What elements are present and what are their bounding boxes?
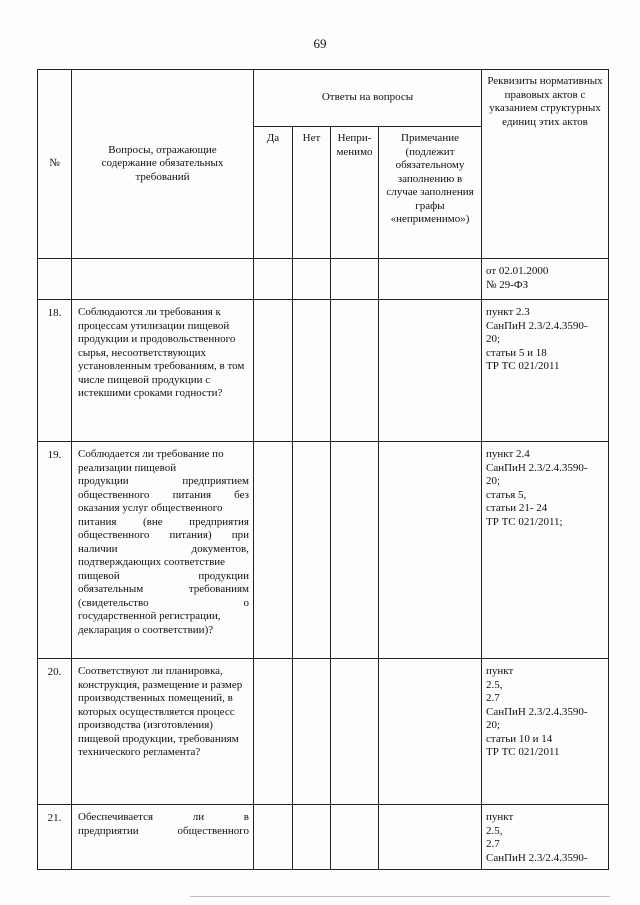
answer-na-cell[interactable] — [331, 659, 379, 805]
ref-cell: пункт 2.5, 2.7 СанПиН 2.3/2.4.3590- — [482, 805, 609, 870]
page-number: 69 — [313, 36, 327, 51]
answer-no-cell[interactable] — [293, 805, 331, 870]
table-row-18 — [38, 300, 609, 442]
answer-na-cell[interactable] — [331, 805, 379, 870]
header-na-line2: менимо — [336, 145, 373, 158]
header-note: Примечание (подлежит обязательному заполнению в случае заполнения графы «неприменимо») — [379, 127, 482, 259]
note-cell[interactable] — [379, 442, 482, 659]
requirements-table — [37, 69, 609, 870]
ref-cell: пункт 2.3 СанПиН 2.3/2.4.3590- 20; статьи 5 и 18 ТР ТС 021/2011 — [482, 300, 609, 442]
ref-cell-continued: от 02.01.2000 № 29-ФЗ — [482, 259, 609, 300]
table-row-21 — [38, 805, 609, 870]
table-row-20 — [38, 659, 609, 805]
row-number: 21. — [38, 805, 72, 870]
question-text: Обеспечивается ли в предприятии общественного — [72, 805, 254, 870]
row-number: 18. — [38, 300, 72, 442]
header-row-1 — [38, 70, 609, 127]
question-text: Соблюдается ли требование по реализации пищевой продукции предприятием общественного питания без оказания услуг общественного питания (вне предприятия общественного питания) при наличии документов, подтверждающих соответствие пищевой продукции обязательным требованиям (свидетельство о государственной регистрации, декларация о соответствии)? — [72, 442, 254, 659]
header-not-applicable — [331, 127, 379, 259]
header-yes: Да — [254, 127, 293, 259]
header-num: № — [38, 70, 72, 259]
ref-cell: пункт 2.5, 2.7 СанПиН 2.3/2.4.3590- 20; статьи 10 и 14 ТР ТС 021/2011 — [482, 659, 609, 805]
note-cell[interactable] — [379, 659, 482, 805]
row-number: 20. — [38, 659, 72, 805]
header-answers: Ответы на вопросы — [254, 70, 482, 127]
header-na-line1: Непри- — [337, 132, 372, 144]
header-questions: Вопросы, отражающие содержание обязательных требований — [72, 70, 254, 259]
answer-na-cell[interactable] — [331, 442, 379, 659]
answer-no-cell[interactable] — [293, 442, 331, 659]
table-row-19 — [38, 442, 609, 659]
row-number: 19. — [38, 442, 72, 659]
question-text: Соблюдаются ли требования к процессам утилизации пищевой продукции и продовольственного сырья, несоответствующих установленным требованиям, в том числе пищевой продукции с истекшими сроками годности? — [72, 300, 254, 442]
answer-yes-cell[interactable] — [254, 805, 293, 870]
answer-no-cell[interactable] — [293, 300, 331, 442]
answer-yes-cell[interactable] — [254, 659, 293, 805]
ref-cell: пункт 2.4 СанПиН 2.3/2.4.3590- 20; статья 5, статьи 21- 24 ТР ТС 021/2011; — [482, 442, 609, 659]
question-text: Соответствуют ли планировка, конструкция, размещение и размер производственных помещений, в которых осуществляется процесс производства (изготовления) пищевой продукции, требованиям технического регламента? — [72, 659, 254, 805]
note-cell[interactable] — [379, 300, 482, 442]
answer-yes-cell[interactable] — [254, 442, 293, 659]
table-row-continued — [38, 259, 609, 300]
page-edge-line — [190, 896, 610, 897]
answer-yes-cell[interactable] — [254, 300, 293, 442]
header-no: Нет — [293, 127, 331, 259]
header-requisites: Реквизиты нормативных правовых актов с указанием структурных единиц этих актов — [482, 70, 609, 259]
answer-no-cell[interactable] — [293, 659, 331, 805]
note-cell[interactable] — [379, 805, 482, 870]
answer-na-cell[interactable] — [331, 300, 379, 442]
